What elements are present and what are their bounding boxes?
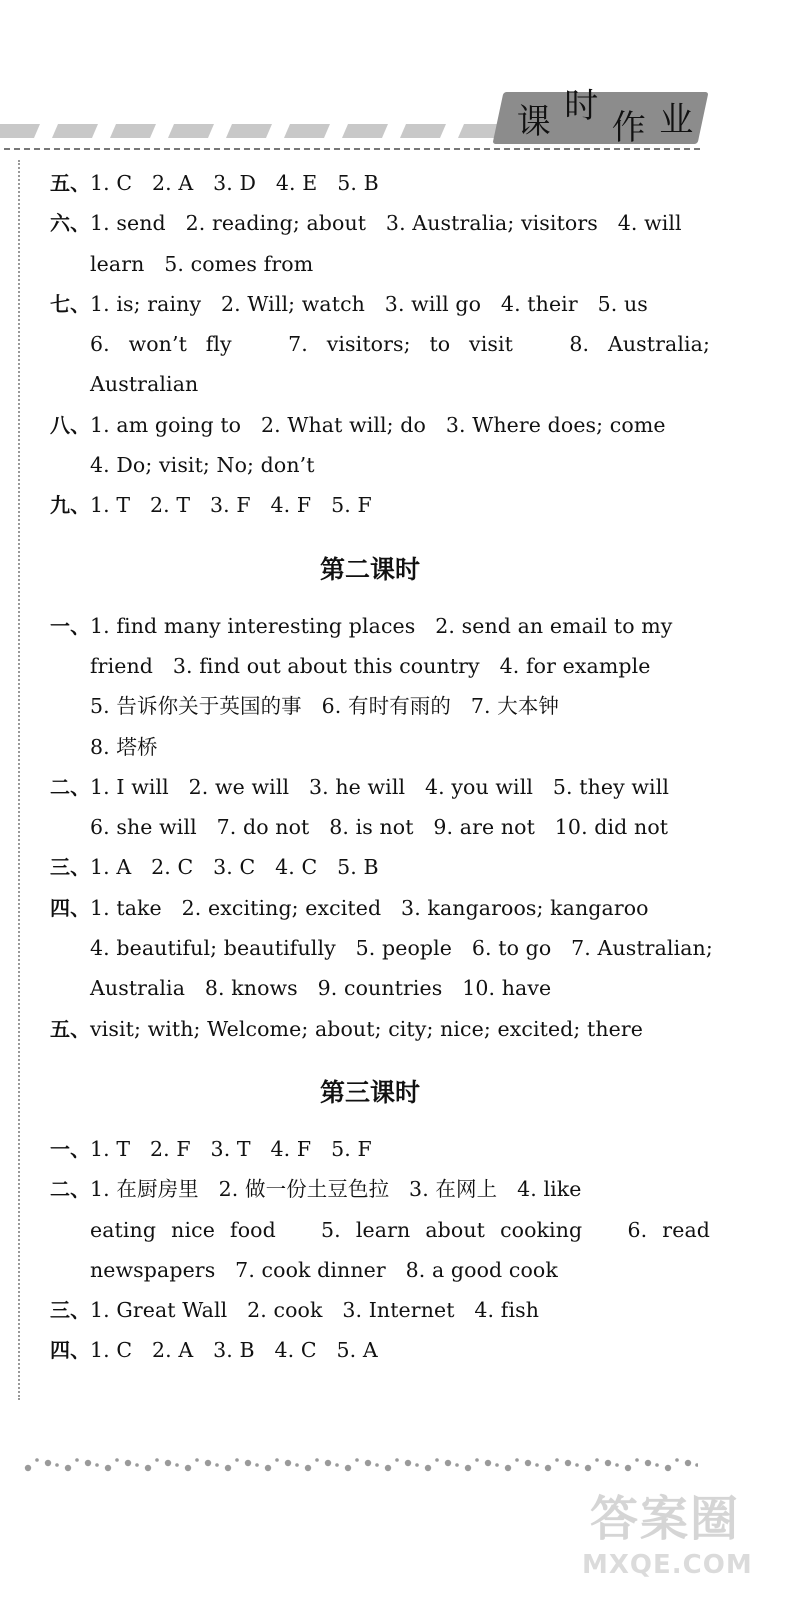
answer-line	[50, 606, 710, 646]
answer-line	[50, 203, 710, 243]
answer-text: 4. Do; visit; No; don’t	[90, 453, 315, 478]
header-dashed-rule	[4, 148, 700, 150]
answer-content	[50, 163, 713, 1371]
answer-text: 1. C 2. A 3. B 4. C 5. A	[90, 1338, 378, 1363]
answer-line	[50, 485, 710, 525]
answer-line	[50, 888, 710, 928]
answer-text: visit; with; Welcome; about; city; nice; excited; there	[90, 1016, 644, 1041]
watermark-title: 答案圈	[590, 1491, 741, 1547]
answer-line	[50, 1129, 710, 1169]
answer-line	[50, 968, 710, 1008]
answer-line	[50, 686, 710, 726]
question-number: 一、	[50, 613, 91, 638]
badge-char: 课	[516, 101, 551, 142]
watermark-logo	[580, 1480, 780, 1590]
header-badge-title	[510, 85, 700, 148]
answer-text: 1. am going to 2. What will; do 3. Where does; come	[90, 412, 666, 437]
question-number: 四、	[50, 895, 91, 920]
question-number: 二、	[50, 774, 91, 799]
answer-text: friend 3. find out about this country 4. for example	[90, 653, 651, 678]
answer-text: 5. 告诉你关于英国的事 6. 有时有雨的 7. 大本钟	[90, 694, 560, 719]
answer-line	[50, 646, 710, 686]
question-number: 五、	[50, 171, 91, 195]
footer-dot-border	[18, 1450, 698, 1480]
question-number: 一、	[50, 1136, 91, 1161]
answer-line	[50, 1250, 710, 1290]
answer-text: 1. is; rainy 2. Will; watch 3. will go 4. their 5. us	[90, 291, 648, 316]
answer-line	[50, 1290, 710, 1330]
section-heading: 第三课时	[319, 1077, 420, 1107]
answer-text: 1. Great Wall 2. cook 3. Internet 4. fish	[90, 1298, 540, 1323]
question-number: 三、	[50, 1298, 91, 1323]
answer-text: 6. won’t fly 7. visitors; to visit 8. Australia;	[90, 332, 710, 357]
answer-line	[50, 1009, 710, 1049]
answer-line	[50, 405, 710, 445]
answer-line	[50, 1169, 710, 1209]
answer-text: 6. she will 7. do not 8. is not 9. are not 10. did not	[90, 815, 669, 840]
question-number: 四、	[50, 1338, 91, 1363]
left-dotted-rule	[18, 160, 20, 1400]
answer-text: 1. T 2. T 3. F 4. F 5. F	[90, 493, 372, 518]
badge-char: 时	[564, 85, 599, 126]
answer-line	[50, 445, 710, 485]
answer-text: 8. 塔桥	[90, 734, 158, 759]
answer-line	[50, 1330, 710, 1370]
answer-text: 1. send 2. reading; about 3. Australia; visitors 4. will	[90, 211, 682, 236]
answer-text: newspapers 7. cook dinner 8. a good cook	[90, 1257, 558, 1282]
badge-char: 业	[659, 99, 694, 140]
question-number: 二、	[50, 1177, 91, 1202]
page-header	[0, 0, 787, 160]
answer-text: 1. 在厨房里 2. 做一份土豆色拉 3. 在网上 4. like	[90, 1177, 582, 1202]
question-number: 九、	[50, 493, 91, 518]
answer-text: 1. find many interesting places 2. send an email to my	[90, 613, 673, 638]
answer-line	[50, 163, 710, 203]
answer-text: 1. I will 2. we will 3. he will 4. you will 5. they will	[90, 774, 670, 799]
answer-line	[50, 284, 710, 324]
question-number: 八、	[50, 412, 91, 437]
badge-char: 作	[611, 107, 646, 148]
answer-line	[50, 767, 710, 807]
answer-text: Australian	[90, 372, 199, 397]
question-number: 六、	[50, 211, 91, 236]
watermark-url: MXQE.COM	[582, 1550, 753, 1580]
answer-line	[50, 1210, 710, 1250]
answer-line	[50, 244, 710, 284]
answer-line	[50, 807, 710, 847]
answer-line	[50, 928, 713, 968]
answer-text: learn 5. comes from	[90, 251, 314, 276]
answer-text: 1. take 2. exciting; excited 3. kangaroos; kangaroo	[90, 895, 649, 920]
answer-text: Australia 8. knows 9. countries 10. have	[90, 976, 552, 1001]
answer-line	[50, 727, 710, 767]
question-number: 五、	[50, 1016, 91, 1041]
section-heading: 第二课时	[319, 554, 420, 584]
answer-text: 1. A 2. C 3. C 4. C 5. B	[90, 855, 379, 880]
answer-text: eating nice food 5. learn about cooking 6. read	[90, 1217, 710, 1242]
answer-text: 4. beautiful; beautifully 5. people 6. to go 7. Australian;	[90, 936, 713, 961]
answer-text: 1. T 2. F 3. T 4. F 5. F	[90, 1136, 372, 1161]
answer-line	[50, 847, 710, 887]
header-stripe-pattern	[0, 120, 510, 142]
answer-text: 1. C 2. A 3. D 4. E 5. B	[90, 171, 379, 195]
question-number: 三、	[50, 855, 91, 880]
answer-line	[50, 324, 710, 364]
answer-line	[50, 364, 710, 404]
question-number: 七、	[50, 291, 91, 316]
